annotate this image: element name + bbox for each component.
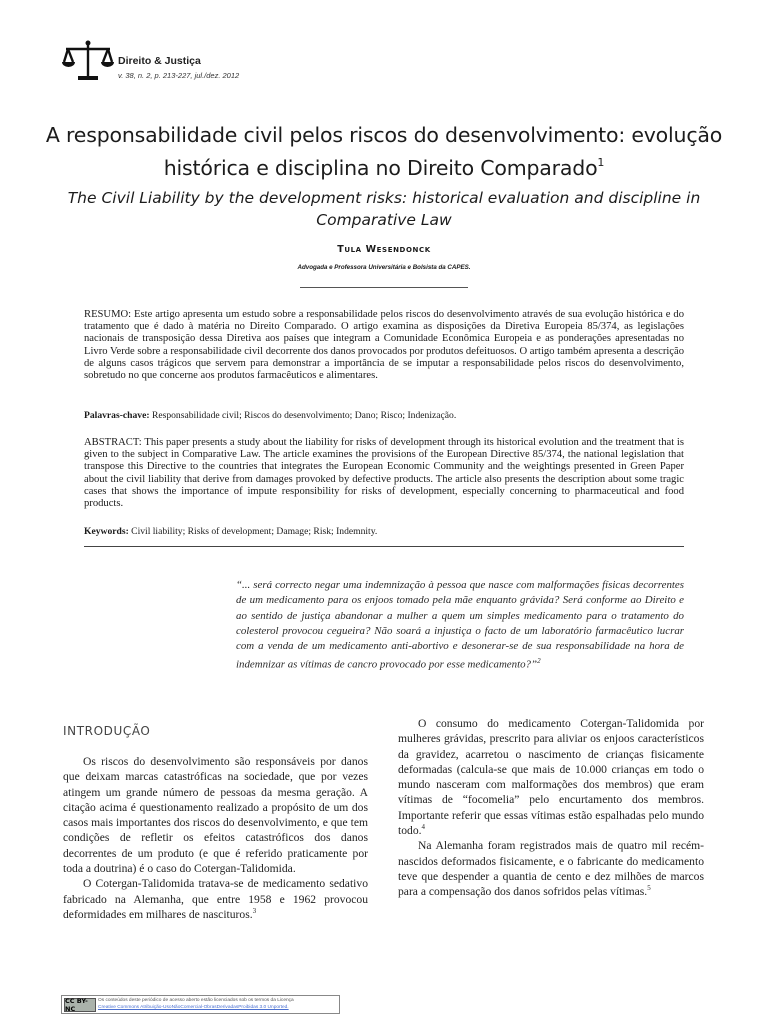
footnote-marker: 4 — [421, 823, 426, 832]
body-paragraph — [63, 876, 368, 922]
article-title-english: The Civil Liability by the development risks: historical evaluation and discipline in Comparative Law — [67, 189, 701, 229]
journal-reference: v. 38, n. 2, p. 213-227, jul./dez. 2012 — [118, 71, 240, 80]
creative-commons-badge-icon[interactable]: CC BY-NC — [64, 998, 96, 1012]
keywords — [84, 526, 684, 538]
scales-of-justice-icon — [62, 40, 114, 82]
body-paragraph — [398, 716, 704, 838]
body-paragraph-text: O consumo do medicamento Cotergan-Talidomida por mulheres grávidas, prescrito para aliviar os enjoos característicos da gravidez, acarretou o nascimento de crianças fisicamente deformadas (calcula-se que mais de 10.000 crianças em todo o mundo nasceram com malformações dos membros) que eram vítimas de “focomelia” pelo encurtamento dos membros. Importante referir que essas vítimas estão espalhadas pelo mundo todo. — [398, 717, 704, 838]
epigraph-footnote-marker: 2 — [537, 657, 541, 666]
author-affiliation: Advogada e Professora Universitária e Bolsista da CAPES. — [297, 264, 471, 271]
body-paragraph-text: O Cotergan-Talidomida tratava-se de medicamento sedativo fabricado na Alemanha, que entre 1958 e 1962 provocou deformidades em milhares de nascituros. — [63, 877, 368, 921]
author-name: Tula Wesendonck — [337, 244, 431, 255]
epigraph-text: “... será correcto negar uma indemnização à pessoa que nasce com malformações físicas decorrentes de um medicamento para os enjoos tomado pela mãe enquanto grávida? Será conforme ao Direito e ao sentido de justiça abandonar a mulher a quem um simples medicamento para o tratamento do colesterol provocou cegueira? Não soará a injustiça o facto de um laboratório farmacêutico lucrar com a venda de um medicamento anti-abortivo e desonerar-se de sua responsabilidade na hora de indemnizar as vítimas de cancro provocado por esse medicamento?” — [236, 579, 684, 672]
license-link[interactable]: Creative Commons Atribuição-UsoNãoComercial-ObrasDerivadasProibidas 3.0 Unported. — [98, 1005, 289, 1010]
license-notice — [61, 995, 340, 1014]
section-heading-introducao: INTRODUÇÃO — [63, 724, 151, 738]
palavras-chave — [84, 410, 684, 422]
keywords-list: Civil liability; Risks of development; Damage; Risk; Indemnity. — [128, 526, 378, 537]
license-text-block — [98, 997, 336, 1011]
right-column — [398, 716, 704, 900]
article-title — [40, 121, 728, 182]
abstract-paragraph: ABSTRACT: This paper presents a study about the liability for risks of development through its historical evolution and the treatment that is given to the subject in Comparative Law. The article examines the provisions of the European Directive 85/374, the national legislation that transpose this Directive to the countries that integrates the European Economic Community and the weightings presented in Green Paper about the civil liability that derive from damages provoked by defective products. The article also presents the description about some tragic cases that shows the importance of impute responsibility for risks of development, especially concerning to pharmaceutical and food products. — [84, 437, 684, 510]
body-paragraph-text: Na Alemanha foram registrados mais de quatro mil recém-nascidos deformados fisicamente, e o fabricante do medicamento teve que despender a quantia de cento e dez milhões de marcos para a compensação dos danos sofridos pelas vítimas. — [398, 839, 704, 899]
palavras-chave-label: Palavras-chave: — [84, 410, 150, 421]
body-paragraph: Os riscos do desenvolvimento são responsáveis por danos que deixam marcas catastróficas na sociedade, que por vezes atingem um grande número de pessoas da mesma geração. A citação acima é questionamento realizado a propósito de um dos casos mais importantes dos riscos do desenvolvimento, e que tem condições de refletir os efeitos catastróficos dos danos decorrentes de um produto (e que é referido praticamente por toda a doutrina) é o caso do Cotergan-Talidomida. — [63, 755, 368, 876]
article-title-text: A responsabilidade civil pelos riscos do desenvolvimento: evolução histórica e disciplina no Direito Comparado — [45, 123, 723, 180]
abstract-divider — [84, 546, 684, 547]
palavras-chave-list: Responsabilidade civil; Riscos do desenvolvimento; Dano; Risco; Indenização. — [149, 410, 457, 421]
body-paragraph — [398, 838, 704, 899]
footnote-marker: 5 — [647, 884, 651, 893]
resumo-paragraph: RESUMO: Este artigo apresenta um estudo sobre a responsabilidade pelos riscos do desenvolvimento através de sua evolução histórica e do tratamento que é dado à matéria no Direito Comparado. O artigo examina as disposições da Diretiva Europeia 85/374, as legislações nacionais de transposição dessa Diretiva aos países que integram a Comunidade Econômica Europeia e as ponderações apresentadas no Livro Verde sobre a responsabilidade civil decorrente dos danos provocados por produtos defeituosos. O artigo também apresenta a descrição de alguns casos trágicos que servem para demonstrar a importância de se imputar a responsabilidade pelos riscos do desenvolvimento, sobretudo no que concerne aos produtos farmacêuticos e alimentares. — [84, 309, 684, 382]
keywords-label: Keywords: — [84, 526, 129, 537]
title-footnote-marker: 1 — [597, 156, 605, 169]
footnote-marker: 3 — [252, 907, 257, 916]
journal-name: Direito & Justiça — [118, 55, 201, 67]
epigraph-quote — [236, 578, 684, 673]
license-text: Os conteúdos deste periódico de acesso aberto estão licenciados sob os termos da Licença — [98, 998, 294, 1003]
title-divider — [300, 287, 468, 288]
left-column — [63, 754, 368, 922]
